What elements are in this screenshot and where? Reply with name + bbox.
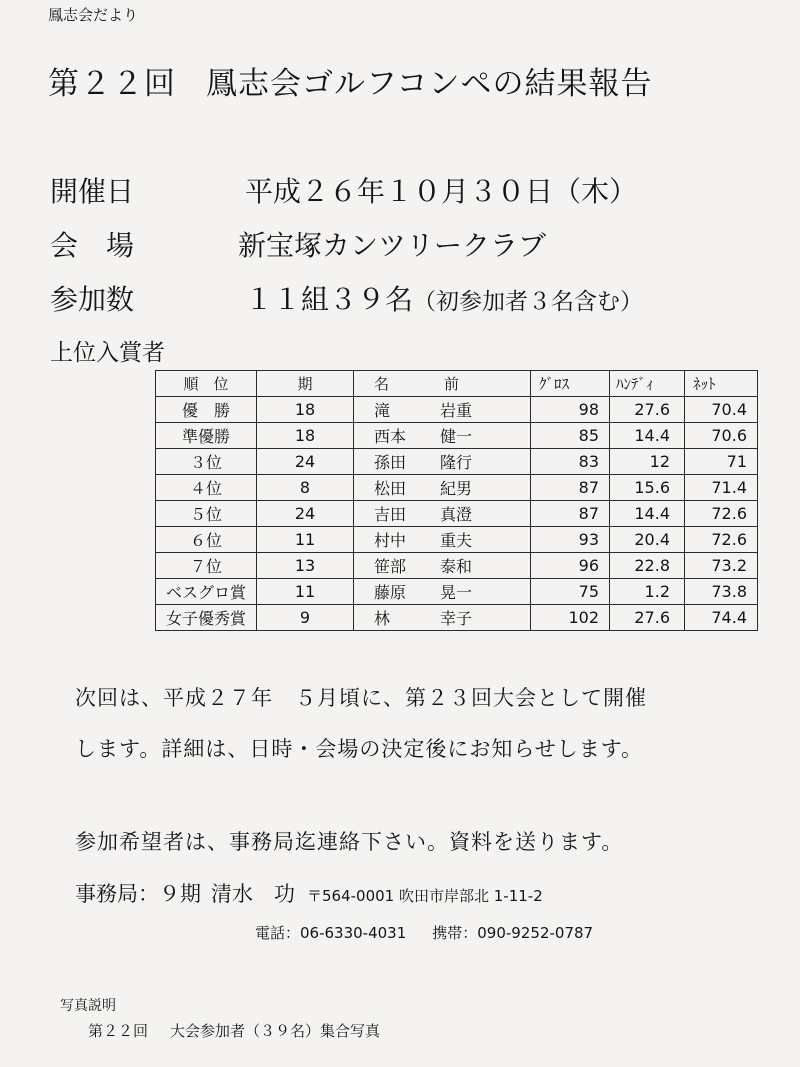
name-last: 藤原: [374, 583, 407, 602]
table-row: [156, 527, 758, 553]
cell-net: 70.4: [685, 397, 758, 423]
table-row: [156, 423, 758, 449]
cell-gross: 87: [531, 501, 610, 527]
cell-hdcp: 20.4: [610, 527, 685, 553]
cell-gross: 87: [531, 475, 610, 501]
cell-name: [354, 475, 531, 501]
header-net: ﾈｯﾄ: [685, 371, 758, 397]
cell-hdcp: 14.4: [610, 501, 685, 527]
cell-ki: 13: [257, 553, 354, 579]
office-address: 〒564-0001 吹田市岸部北 1-11-2: [307, 887, 543, 905]
table-row: [156, 605, 758, 631]
newsletter-name: 鳳志会だより: [48, 6, 139, 24]
cell-hdcp: 27.6: [610, 397, 685, 423]
table-row: [156, 475, 758, 501]
next-event-line1: 次回は、平成２７年 ５月頃に、第２３回大会として開催: [75, 686, 647, 710]
participants-count: １１組３９名: [245, 283, 414, 316]
participants-note: （初参加者３名含む）: [413, 289, 644, 315]
office-label: 事務局：９期: [75, 882, 201, 906]
office-name: 清水 功: [211, 882, 295, 906]
cell-ki: 9: [257, 605, 354, 631]
header-name: [354, 371, 531, 397]
name-last: 笹部: [374, 557, 407, 576]
office-mobile: 携帯：090-9252-0787: [432, 924, 594, 942]
name-last: 村中: [374, 531, 407, 550]
header-hdcp: ﾊﾝﾃﾞｨ: [610, 371, 685, 397]
cell-ki: 8: [257, 475, 354, 501]
name-first: 真澄: [440, 505, 473, 524]
results-header-row: [156, 371, 758, 397]
cell-gross: 93: [531, 527, 610, 553]
cell-rank: ４位: [156, 475, 257, 501]
cell-gross: 83: [531, 449, 610, 475]
photo-caption: [88, 1020, 380, 1041]
cell-net: 73.2: [685, 553, 758, 579]
next-event-line2: します。詳細は、日時・会場の決定後にお知らせします。: [75, 737, 644, 761]
cell-name: [354, 527, 531, 553]
cell-rank: ５位: [156, 501, 257, 527]
cell-rank: 優 勝: [156, 397, 257, 423]
cell-hdcp: 27.6: [610, 605, 685, 631]
cell-hdcp: 12: [610, 449, 685, 475]
cell-ki: 24: [257, 449, 354, 475]
header-name-a: 名: [374, 375, 390, 393]
cell-hdcp: 22.8: [610, 553, 685, 579]
cell-net: 73.8: [685, 579, 758, 605]
cell-ki: 18: [257, 397, 354, 423]
table-row: [156, 579, 758, 605]
office-phone: 電話：06-6330-4031: [255, 924, 407, 942]
photo-caption-text: 大会参加者（３９名）集合写真: [170, 1022, 381, 1040]
cell-net: 72.6: [685, 527, 758, 553]
cell-gross: 102: [531, 605, 610, 631]
date-value: 平成２６年１０月３０日（木）: [245, 175, 638, 208]
name-first: 岩重: [440, 401, 473, 420]
participants-value: [245, 278, 643, 318]
cell-hdcp: 1.2: [610, 579, 685, 605]
cell-ki: 18: [257, 423, 354, 449]
cell-name: [354, 501, 531, 527]
name-first: 幸子: [440, 609, 473, 628]
name-first: 紀男: [440, 479, 473, 498]
cell-net: 70.6: [685, 423, 758, 449]
header-name-b: 前: [444, 375, 460, 393]
table-row: [156, 449, 758, 475]
cell-rank: 準優勝: [156, 423, 257, 449]
cell-rank: ベスグロ賞: [156, 579, 257, 605]
cell-net: 74.4: [685, 605, 758, 631]
header-ki: 期: [257, 371, 354, 397]
header-gross: ｸﾞﾛｽ: [531, 371, 610, 397]
title-number: 第２２回: [48, 66, 176, 102]
name-last: 孫田: [374, 453, 407, 472]
cell-rank: ７位: [156, 553, 257, 579]
cell-name: [354, 579, 531, 605]
cell-name: [354, 553, 531, 579]
contact-request: 参加希望者は、事務局迄連絡下さい。資料を送ります。: [75, 830, 624, 854]
date-label: 開催日: [50, 175, 135, 208]
office-line: [75, 878, 543, 908]
cell-net: 71: [685, 449, 758, 475]
header-rank: 順 位: [156, 371, 257, 397]
page-title: [48, 58, 652, 103]
cell-net: 71.4: [685, 475, 758, 501]
venue-label: 会 場: [50, 229, 135, 262]
cell-name: [354, 449, 531, 475]
cell-ki: 11: [257, 579, 354, 605]
winners-heading: 上位入賞者: [50, 340, 165, 366]
cell-rank: 女子優秀賞: [156, 605, 257, 631]
name-first: 健一: [440, 427, 473, 446]
venue-value: 新宝塚カンツリークラブ: [238, 229, 547, 262]
cell-gross: 85: [531, 423, 610, 449]
cell-hdcp: 15.6: [610, 475, 685, 501]
name-last: 滝: [374, 401, 391, 420]
cell-gross: 75: [531, 579, 610, 605]
results-table: [155, 370, 758, 631]
participants-label: 参加数: [50, 283, 135, 316]
cell-gross: 96: [531, 553, 610, 579]
table-row: [156, 501, 758, 527]
name-first: 晃一: [440, 583, 473, 602]
cell-ki: 24: [257, 501, 354, 527]
name-first: 重夫: [440, 531, 473, 550]
photo-caption-number: 第２２回: [88, 1022, 149, 1040]
name-first: 泰和: [440, 557, 473, 576]
cell-name: [354, 423, 531, 449]
cell-net: 72.6: [685, 501, 758, 527]
name-last: 林: [374, 609, 391, 628]
table-row: [156, 553, 758, 579]
name-last: 吉田: [374, 505, 407, 524]
phone-line: [255, 922, 593, 943]
name-first: 隆行: [440, 453, 473, 472]
title-main: 鳳志会ゴルフコンペの結果報告: [206, 66, 653, 102]
cell-ki: 11: [257, 527, 354, 553]
photo-label: 写真説明: [60, 998, 116, 1014]
cell-rank: ３位: [156, 449, 257, 475]
cell-gross: 98: [531, 397, 610, 423]
table-row: [156, 397, 758, 423]
name-last: 西本: [374, 427, 407, 446]
cell-rank: ６位: [156, 527, 257, 553]
name-last: 松田: [374, 479, 407, 498]
cell-name: [354, 397, 531, 423]
cell-name: [354, 605, 531, 631]
cell-hdcp: 14.4: [610, 423, 685, 449]
